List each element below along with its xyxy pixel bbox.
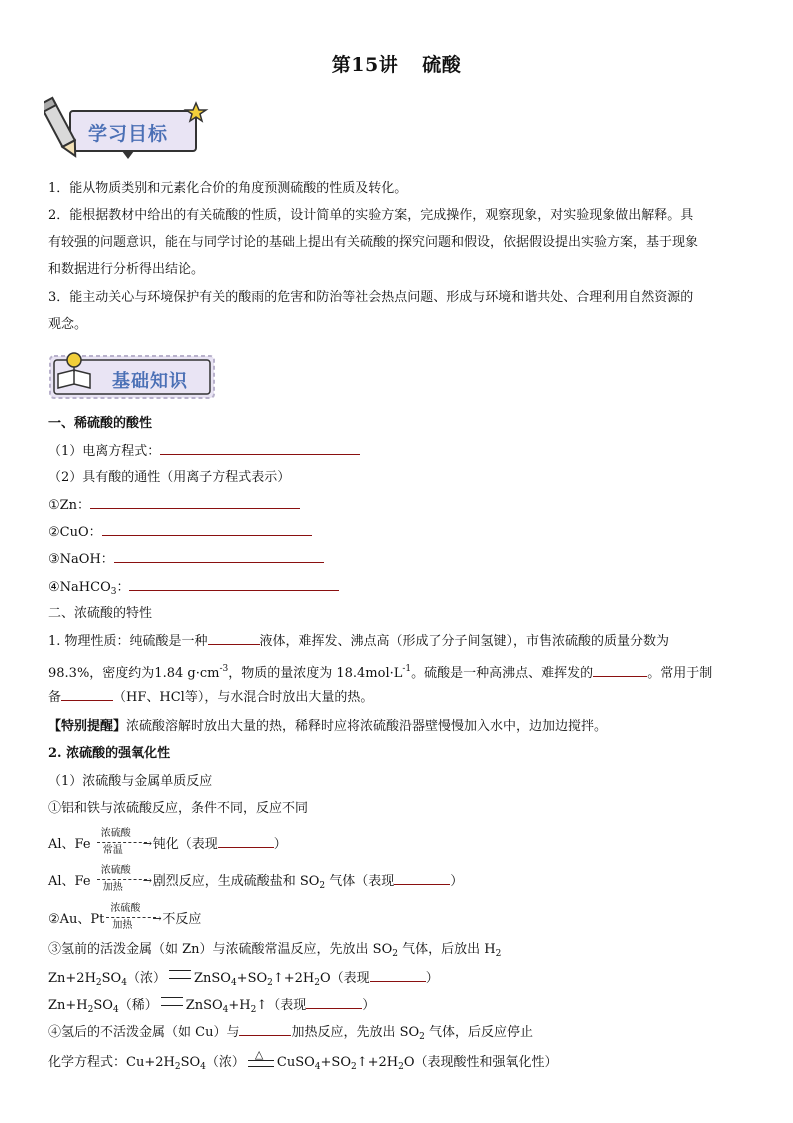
page-title — [0, 50, 793, 77]
lesson-number: 第15讲 — [331, 54, 399, 76]
answer-blank[interactable] — [218, 835, 274, 848]
learning-goals-label: 学习目标 — [88, 123, 169, 145]
answer-blank[interactable] — [61, 688, 113, 701]
reaction-al-fe-room-temp: Al、Fe 浓硫酸 → 常温 钝化（表现 ） — [48, 828, 287, 856]
equals-sign — [169, 970, 191, 979]
answer-blank[interactable] — [306, 996, 362, 1009]
reaction-arrow: 浓硫酸 → 加热 — [106, 909, 160, 927]
physical-property-line-1: 1. 物理性质：纯硫酸是一种 液体，难挥发、沸点高（形成了分子间氢键），市售浓硫酸的质量分数为 — [48, 634, 670, 649]
answer-blank[interactable] — [129, 578, 339, 591]
basic-knowledge-badge — [46, 350, 218, 406]
metal-reaction-heading: （1）浓硫酸与金属单质反应 — [48, 774, 213, 789]
answer-blank[interactable] — [102, 523, 312, 536]
physical-property-line-3: 备 （HF、HCl等），与水混合时放出大量的热。 — [48, 690, 374, 705]
heat-condition-sign: △ — [248, 1053, 274, 1067]
acid-common-line: （2）具有酸的通性（用离子方程式表示） — [48, 470, 291, 485]
answer-blank[interactable] — [90, 496, 300, 509]
al-fe-intro: ①铝和铁与浓硫酸反应，条件不同，反应不同 — [48, 801, 309, 816]
cuo-line: ②CuO： — [48, 523, 312, 542]
section2-heading: 二、浓硫酸的特性 — [48, 606, 153, 621]
zn-line: ①Zn： — [48, 496, 300, 515]
equation-zn-dilute: $Zn+H_2SO_4$（稀） $ZnSO_4+H_2↑$（表现 ） — [48, 998, 376, 1015]
answer-blank[interactable] — [160, 442, 360, 455]
lesson-topic: 硫酸 — [422, 54, 462, 76]
zn-reaction-intro: ③氢前的活泼金属（如 Zn）与浓硫酸常温反应，先放出 $SO_2$ 气体，后放出 $H_2$ — [48, 942, 502, 959]
reaction-al-fe-heated: Al、Fe 浓硫酸 → 加热 剧烈反应，生成硫酸盐和 $SO_2$ 气体（表现 ） — [48, 865, 464, 893]
goal-line-2: 2．能根据教材中给出的有关硫酸的性质，设计简单的实验方案，完成操作，观察现象，对实验现象做出解释。具 — [48, 208, 694, 223]
tip-label: 【特别提醒】 — [48, 719, 127, 734]
reaction-au-pt: ②Au、Pt 浓硫酸 → 加热 不反应 — [48, 903, 202, 931]
cu-reaction-intro: ④氢后的不活泼金属（如 Cu）与 加热反应，先放出 $SO_2$ 气体，后反应停止 — [48, 1025, 534, 1042]
goal-line-3: 有较强的问题意识，能在与同学讨论的基础上提出有关硫酸的探究问题和假设，依据假设提出实验方案，基于现象 — [48, 235, 699, 250]
goal-line-1: 1．能从物质类别和元素化合价的角度预测硫酸的性质及转化。 — [48, 181, 408, 196]
naoh-line: ③NaOH： — [48, 550, 324, 569]
answer-blank[interactable] — [593, 664, 647, 677]
nahco3-line: ④NaHCO$_3$： — [48, 578, 339, 601]
physical-property-line-2: 98.3%，密度约为1.84 $g\cdot cm^{-3}$，物质的量浓度为 $18.4mol\cdot L^{-1}$。硫酸是一种高沸点、难挥发的 。常用于制 — [48, 664, 713, 681]
answer-blank[interactable] — [370, 969, 426, 982]
reaction-arrow: 浓硫酸 → 加热 — [97, 871, 151, 889]
learning-goals-badge — [44, 93, 214, 165]
equation-zn-concentrated: $Zn+2H_2SO_4$（浓） $ZnSO_4+SO_2↑+2H_2O$（表现 ） — [48, 971, 439, 988]
section1-heading: 一、稀硫酸的酸性 — [48, 416, 153, 431]
equation-cu: 化学方程式：$Cu+2H_2SO_4$（浓） △ $CuSO_4+SO_2↑+2H_2O$（表现酸性和强氧化性） — [48, 1048, 558, 1072]
goal-line-4: 和数据进行分析得出结论。 — [48, 262, 205, 277]
answer-blank[interactable] — [394, 872, 450, 885]
special-tip-line: 【特别提醒】浓硫酸溶解时放出大量的热，稀释时应将浓硫酸沿器壁慢慢加入水中，边加边搅拌。 — [48, 719, 608, 734]
answer-blank[interactable] — [208, 632, 260, 645]
ionization-line: （1）电离方程式： — [48, 442, 360, 461]
reaction-arrow: 浓硫酸 → 常温 — [97, 834, 151, 852]
oxidizing-heading: 2. 浓硫酸的强氧化性 — [48, 746, 171, 761]
answer-blank[interactable] — [114, 550, 324, 563]
goal-line-5: 3．能主动关心与环境保护有关的酸雨的危害和防治等社会热点问题、形成与环境和谐共处、合理利用自然资源的 — [48, 290, 694, 305]
basic-knowledge-label: 基础知识 — [112, 371, 188, 392]
answer-blank[interactable] — [239, 1023, 291, 1036]
equals-sign — [161, 997, 183, 1006]
goal-line-6: 观念。 — [48, 317, 88, 332]
